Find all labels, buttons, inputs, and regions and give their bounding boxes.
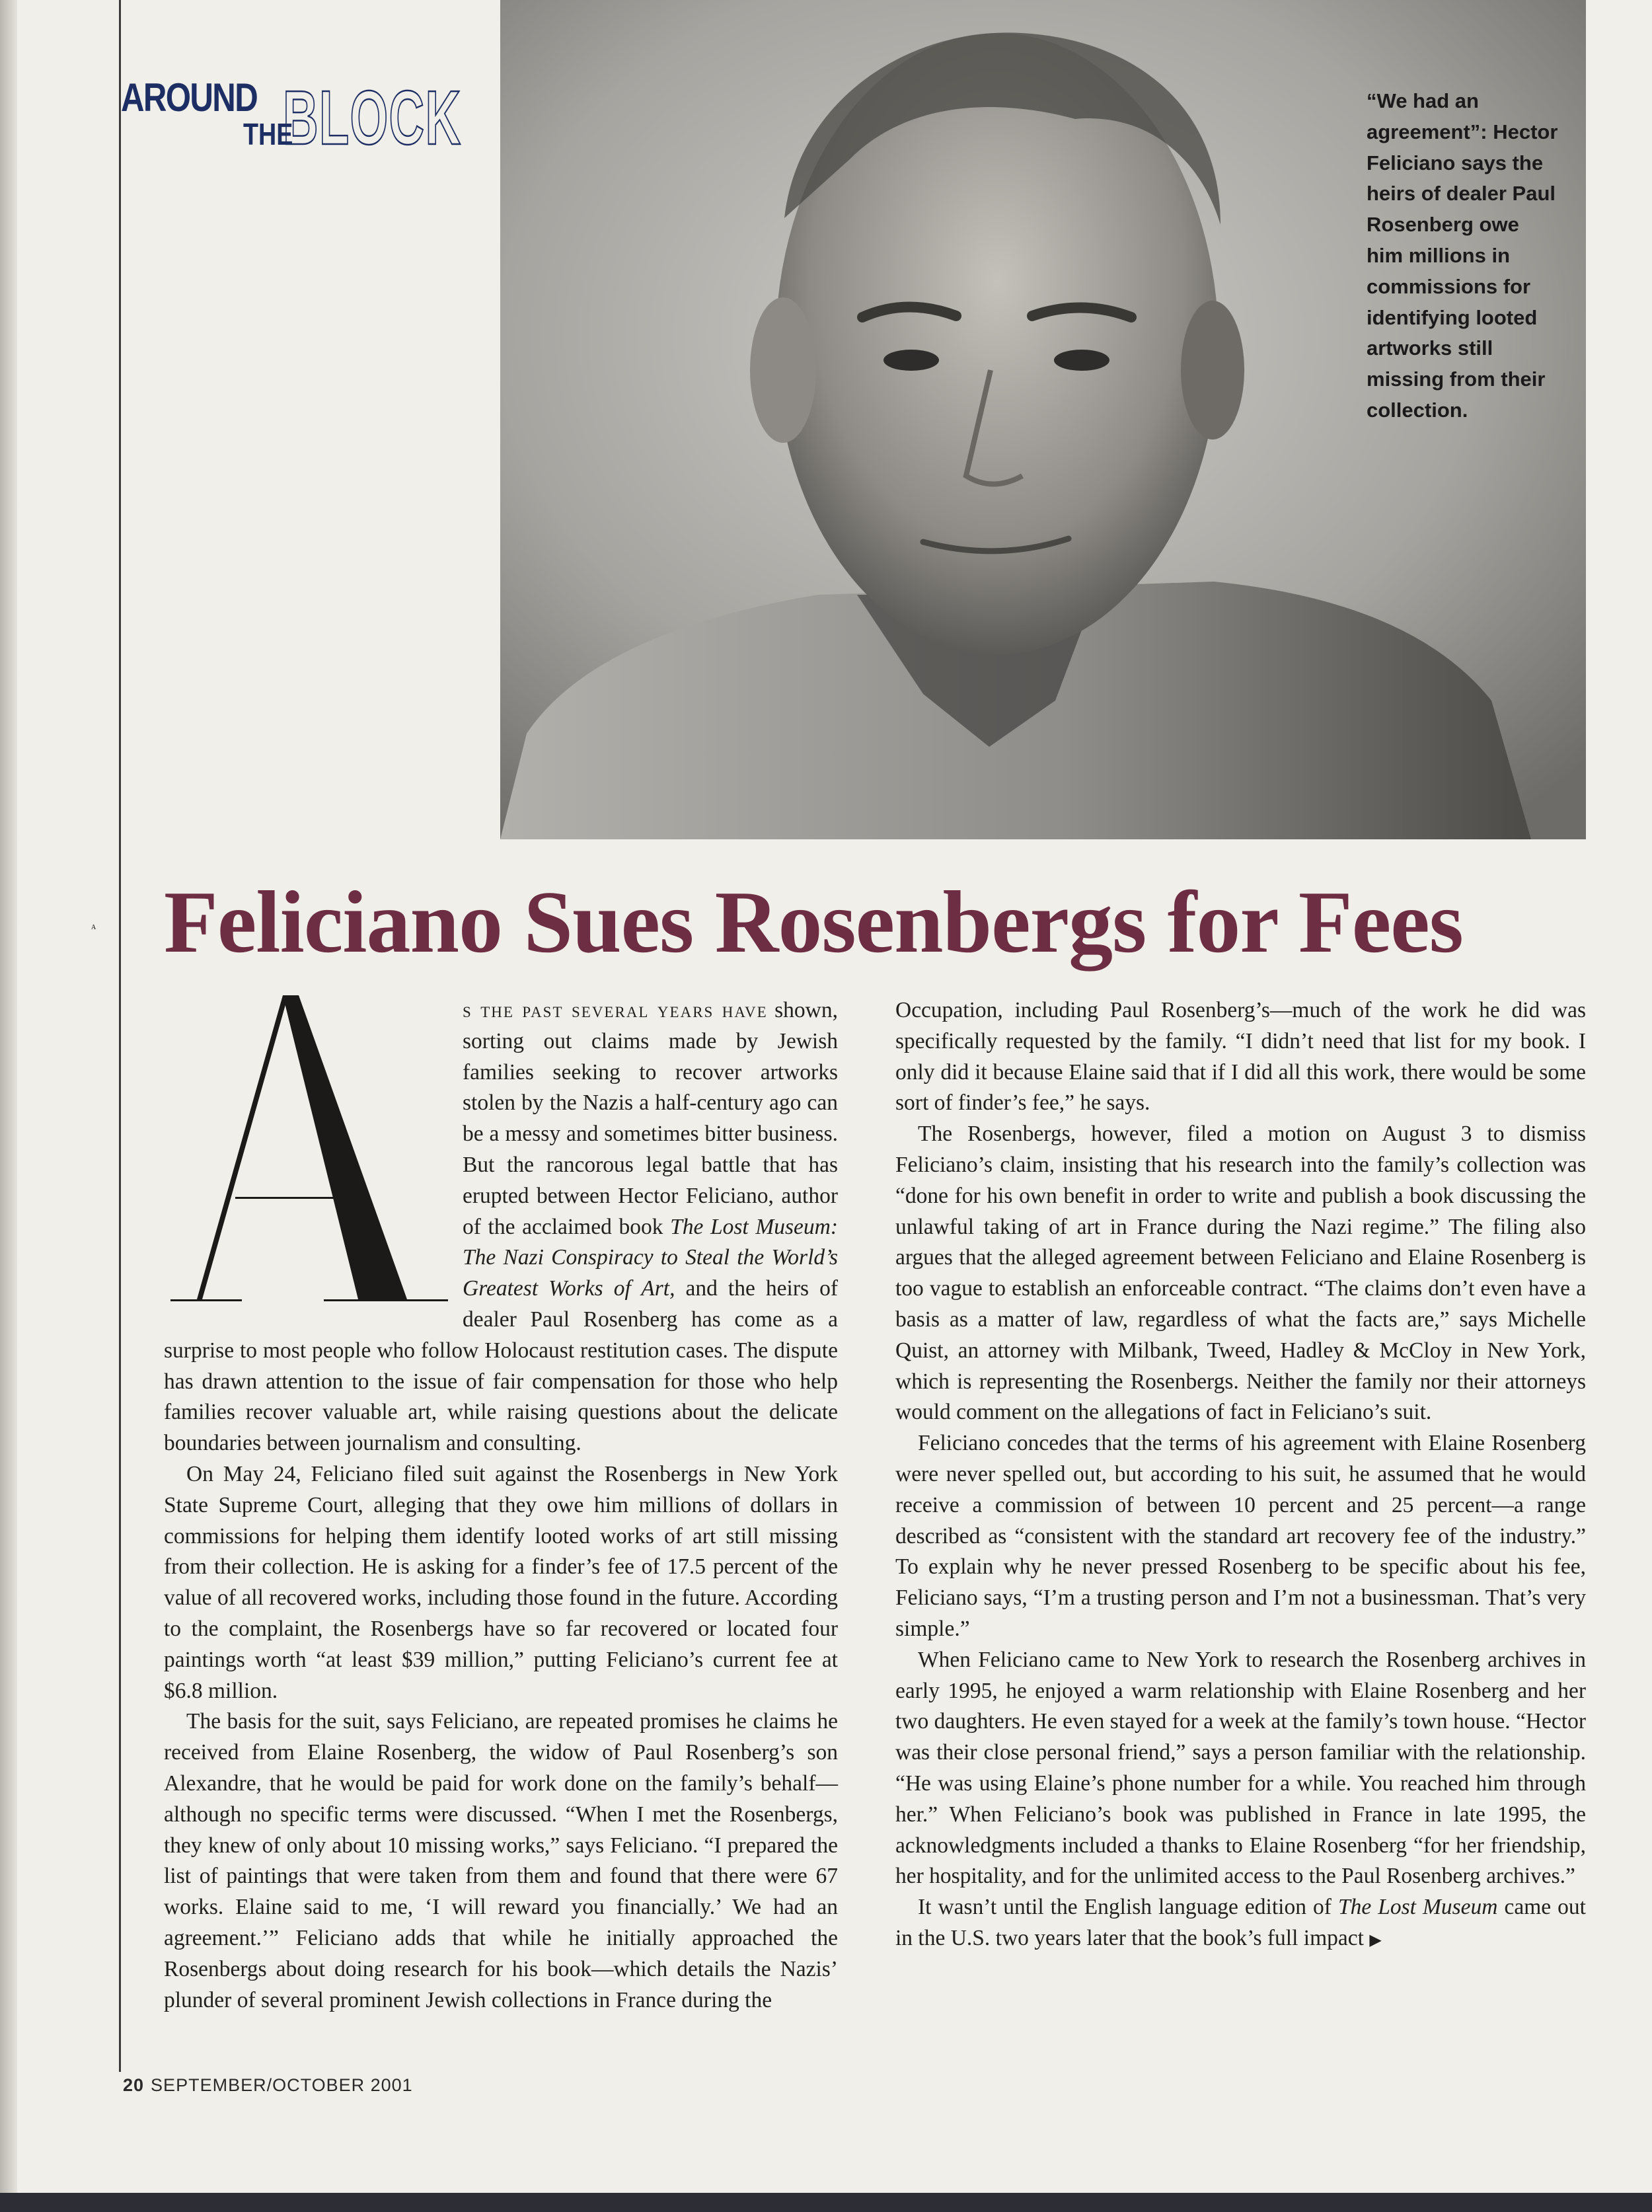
- logo-around: AROUND: [121, 75, 258, 120]
- paragraph-6: Feliciano concedes that the terms of his agreement with Elaine Rosenberg were never spelled out, but according to his suit, he assumed that he would receive a commission of between 10 percent and 25 percent—a range described as “consistent with the standard art recovery fee of the industry.” To explain why he never pressed Rosenberg to be specific about his fee, Feliciano says, “I’m a trusting person and I’m not a businessman. That’s very simple.”: [895, 1431, 1586, 1641]
- article-column-right: [895, 995, 1586, 1956]
- book-title-short: The Lost Museum: [1337, 1895, 1498, 1920]
- page-gutter-shadow: [0, 0, 17, 2212]
- lead-in-caps: s the past several years have: [463, 998, 768, 1022]
- drop-cap: [91, 924, 455, 1305]
- photo-caption: “We had an agreement”: Hector Feliciano says the heirs of dealer Paul Rosenberg owe him millions in commissions for identifying looted artworks still missing from their collection.: [1367, 89, 1558, 422]
- page-number: 20: [123, 2075, 145, 2095]
- left-margin-rule: [119, 0, 121, 2072]
- continue-arrow-icon: ▶: [1369, 1931, 1382, 1949]
- paragraph-8a: It wasn’t until the English language edition of: [918, 1895, 1338, 1920]
- paragraph-4: Occupation, including Paul Rosenberg’s—much of the work he did was specifically requested by the family. “I didn’t need that list for my book. I only did it because Elaine said that if I did all this work, there would be some sort of finder’s fee,” he says.: [895, 998, 1586, 1116]
- logo-the: THE: [243, 117, 293, 151]
- book-title: The Lost Museum: The Nazi Conspiracy to Steal the World’s Greatest Works of Art,: [463, 1214, 838, 1301]
- logo-block: BLOCK: [283, 75, 462, 161]
- section-logo: [121, 75, 478, 161]
- page-folio: [123, 2075, 413, 2096]
- paragraph-7: When Feliciano came to New York to research the Rosenberg archives in early 1995, he enjoyed a warm relationship with Elaine Rosenberg and her two daughters. He even stayed for a week at the family’s town house. “Hector was their close personal friend,” says a person familiar with the relationship. “He was using Elaine’s phone number for a while. You reached him through her.” When Feliciano’s book was published in France in late 1995, the acknowledgments included a thanks to Elaine Rosenberg “for her friendship, her hospitality, and for the unlimited access to the Paul Rosenberg archives.”: [895, 1647, 1586, 1889]
- scan-bottom-edge: [0, 2193, 1652, 2212]
- drop-cap-text: A: [91, 924, 96, 931]
- paragraph-8b: came out in the U.S. two years later that the book’s full impact: [895, 1895, 1586, 1950]
- paragraph-1a: shown, sorting out claims made by Jewish families seeking to recover artworks stolen by the Nazis a half-century ago can be a messy and sometimes bitter business. But the rancorous legal battle that has erupted between Hector Feliciano, author of the acclaimed book: [463, 998, 838, 1239]
- paragraph-1b: and the heirs of dealer Paul Rosenberg has come as a surprise to most people who follow Holocaust restitution cases. The dispute has drawn attention to the issue of fair compensation for those who help families recover valuable art, while raising questions about the delicate boundaries between journalism and consulting.: [164, 1276, 838, 1456]
- article-headline: Feliciano Sues Rosenbergs for Fees: [164, 873, 1463, 971]
- issue-date: SEPTEMBER/OCTOBER 2001: [151, 2075, 413, 2095]
- article-column-left: [91, 924, 838, 2016]
- paragraph-3: The basis for the suit, says Feliciano, are repeated promises he claims he received from Elaine Rosenberg, the widow of Paul Rosenberg’s son Alexandre, that he would be paid for work done on the family’s behalf—although no specific terms were discussed. “When I met the Rosenbergs, they knew of only about 10 missing works,” says Feliciano. “I prepared the list of paintings that were taken from them and found that there were 67 works. Elaine said to me, ‘I will reward you financially.’ We had an agreement.’” Feliciano adds that while he initially approached the Rosenbergs about doing research for his book—which details the Nazis’ plunder of several prominent Jewish collections in France during the: [164, 1709, 838, 2012]
- paragraph-2: On May 24, Feliciano filed suit against the Rosenbergs in New York State Supreme Court, alleging that they owe him millions of dollars in commissions for helping them identify looted works of art still missing from their collection. He is asking for a finder’s fee of 17.5 percent of the value of all recovered works, including those found in the future. According to the complaint, the Rosenbergs have so far recovered or located four paintings worth “at least $39 million,” putting Feliciano’s current fee at $6.8 million.: [164, 1461, 838, 1703]
- drop-cap-letter: [91, 924, 448, 1305]
- paragraph-5: The Rosenbergs, however, filed a motion on August 3 to dismiss Feliciano’s claim, insisting that his research into the family’s collection was “done for his own benefit in order to write and publish a book discussing the unlawful taking of art in France during the Nazi regime.” The filing also argues that the alleged agreement between Feliciano and Elaine Rosenberg is too vague to establish an enforceable contract. “The claims don’t even have a basis as a matter of law, regardless of what the facts are,” says Michelle Quist, an attorney with Milbank, Tweed, Hadley & McCloy in New York, which is representing the Rosenbergs. Neither the family nor their attorneys would comment on the allegations of fact in Feliciano’s suit.: [895, 1122, 1586, 1425]
